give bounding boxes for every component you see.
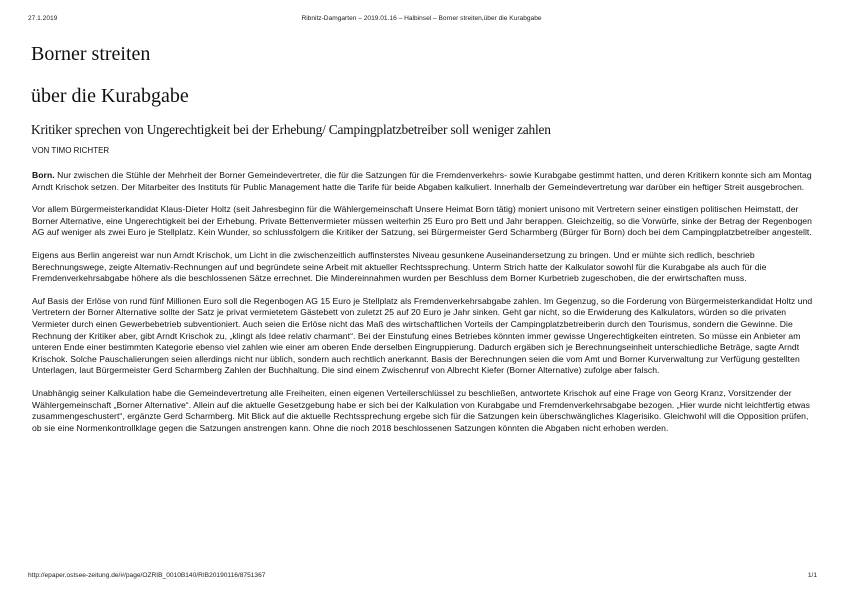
article-paragraph	[32, 170, 820, 193]
article-paragraph: Vor allem Bürgermeisterkandidat Klaus-Dieter Holtz (seit Jahresbeginn für die Wählergemeinschaft Unsere Heimat Born tätig) moniert unisono mit Vertretern seiner einstigen politischen Heimstatt, der Borner Alternative, eine Ungerechtigkeit bei der Erhebung. Private Bettenvermieter müssen weiterhin 25 Euro pro Bett und Jahr berappen. Gleichzeitig, so die Vorwürfe, sinke der Betrag der Regenbogen AG auf weniger als zwei Euro je Stellplatz. Kein Wunder, so schlussfolgern die Kritiker der Satzung, sei Bürgermeister Gerd Scharmberg (Bürger für Born) doch bei dem Campingplatzbetreiber angestellt.	[32, 204, 812, 238]
article-title-line-2: über die Kurabgabe	[31, 85, 189, 107]
article-paragraph: Eigens aus Berlin angereist war nun Arndt Krischok, um Licht in die zwischenzeitlich auffinsterstes Niveau gesunkene Auseinandersetzung zu bringen. Und er mühte sich redlich, beschrieb Berechnungswege, zeigte Alternativ-Rechnungen auf und begründete seine Arbeit mit aktueller Rechtssprechung. Unterm Strich hatte der Kalkulator sowohl für die Kurabgabe als auch für die Fremdenverkehrsabgabe höhere als die beschlossenen Sätze errechnet. Die Mindereinnahmen wurden per Beschluss dem Borner Kurbetrieb zugeschoben, die der erwirtschaften muss.	[32, 249, 767, 284]
article-title-line-1: Borner streiten	[31, 43, 151, 65]
dateline: Born.	[32, 170, 55, 180]
article-paragraph: Unabhängig seiner Kalkulation habe die Gemeindevertretung alle Freiheiten, einen eigenen Verteilerschlüssel zu beschließen, antwortete Krischok auf eine Frage von Georg Kranz, Vorsitzender der Wählergemeinschaft „Borner Alternative“. Allein auf die aktuelle Gesetzgebung habe er sich bei der Kalkulation von Kurabgabe und Fremdenverkehrsabgabe bezogen. „Hier wurde nicht leichtfertig etwas zusammengeschustert“, ergänzte Gerd Scharmberg. Mit Blick auf die aktuelle Rechtssprechung ergebe sich für die Satzungen kein überschwängliches Klagerisiko. Gleichwohl will die Opposition prüfen, ob sie eine Normenkontrollklage gegen die Satzungen anstrengen kann. Ohne die noch 2018 beschlossenen Satzungen könnten die Abgaben nicht erhoben werden.	[32, 387, 810, 433]
print-footer-url: http://epaper.ostsee-zeitung.de/#/page/OZRIB_0010B140/RIB20190116/8751367	[28, 572, 266, 579]
article-byline: VON TIMO RICHTER	[32, 146, 110, 155]
page-number: 1/1	[807, 572, 817, 579]
print-date: 27.1.2019	[28, 15, 58, 22]
print-header-title: Ribnitz-Damgarten – 2019.01.16 – Halbinsel – Borner streiten,über die Kurabgabe	[301, 15, 542, 22]
paragraph-text: Nur zwischen die Stühle der Mehrheit der Borner Gemeindevertreter, die für die Satzungen für die Fremdenverkehrs- sowie Kurabgabe gestimmt hatten, und deren Kritikern konnte sich am Montag Arndt Krischok setzen. Der Mitarbeiter des Instituts für Public Management hatte die Tarife für beide Abgaben kalkuliert. Innerhalb der Gemeindevertretung war darüber ein heftiger Streit ausgebrochen.	[32, 170, 812, 192]
article-body	[32, 170, 820, 445]
article-paragraph: Auf Basis der Erlöse von rund fünf Millionen Euro soll die Regenbogen AG 15 Euro je Stellplatz als Fremdenverkehrsabgabe zahlen. Im Gegenzug, so die Forderung von Bürgermeisterkandidat Holtz und Vertretern der Borner Alternative sollte der Satz je privat vermietetem Gästebett von zuletzt 25 auf 20 Euro je Jahr sinken. Geht gar nicht, so die Erwiderung des Kalkulators, würden so die privaten Vermieter durch einen Gewerbebetrieb subventioniert. Auch seien die Erlöse nicht das Maß des wirtschaftlichen Vorteils der Campingplatzbetreiberin durch den Tourismus, sondern die Gewinne. Die Rechnung der Kritiker aber, gibt Arndt Krischok zu, „klingt als Idee relativ charmant“. Bei der Einstufung eines Betriebes könnten immer gewisse Ungerechtigkeiten eintreten. So müsse ein Anbieter am unteren Ende einer bestimmten Kategorie ebenso viel zahlen wie einer am oberen Ende derselben Eingruppierung. Dadurch ergäben sich je Berechnungseinheit unterschiedliche Beträge, sagte Arndt Krischok. Solche Pauschalierungen seien allerdings nicht nur üblich, sondern auch rechtlich anerkannt. Basis der Berechnungen seien die vom Amt und Borner Kurverwaltung zur Verfügung gestellten Unterlagen, laut Bürgermeister Gerd Scharmberg Zahlen der Buchhaltung. Die sind einem Zwischenruf von Albrecht Kiefer (Borner Alternative) zufolge aber falsch.	[32, 295, 813, 376]
article-subtitle: Kritiker sprechen von Ungerechtigkeit bei der Erhebung/ Campingplatzbetreiber soll weniger zahlen	[31, 122, 551, 137]
